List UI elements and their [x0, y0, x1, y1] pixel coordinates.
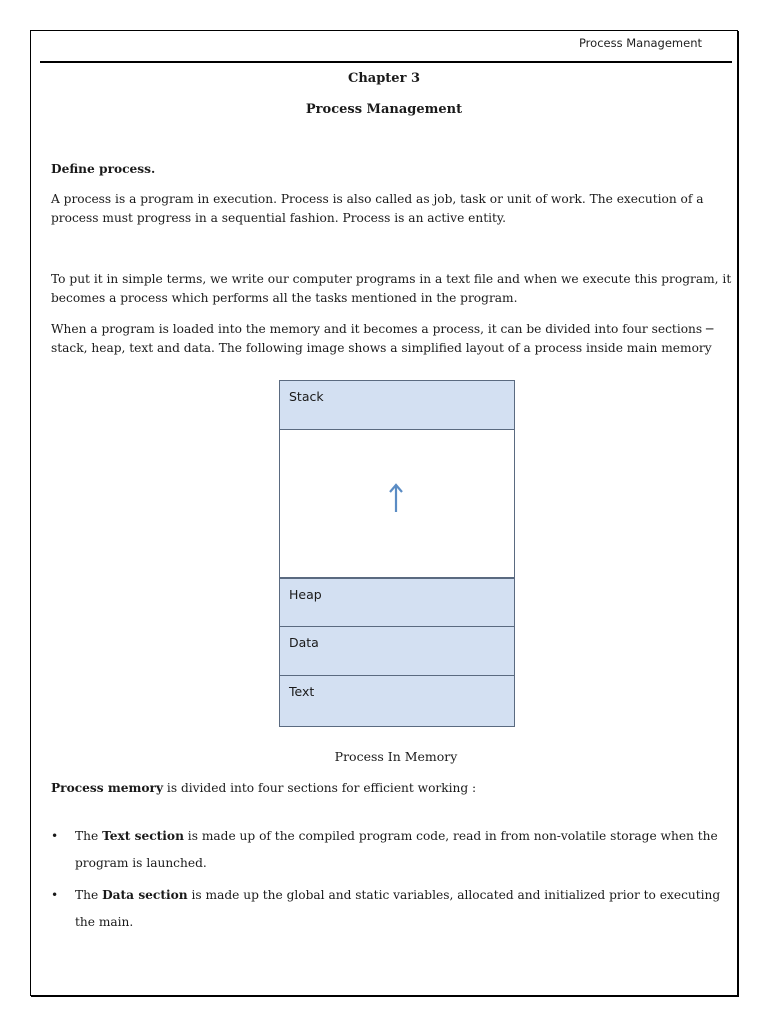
- text-label: Text: [289, 684, 315, 699]
- bullet-post: is made up the global and static variables, allocated and initialized prior to executing the main.: [75, 888, 721, 929]
- text-segment: [280, 676, 514, 726]
- stack-grows-up-arrow-icon: [386, 482, 406, 512]
- memory-intro: [51, 779, 741, 798]
- paragraph-sections: When a program is loaded into the memory and it becomes a process, it can be divided into four sections ─ stack, heap, text and data. The following image shows a simplified layout of a process inside main memory: [51, 322, 714, 355]
- bullet-text-section: [51, 823, 741, 877]
- data-segment: [280, 627, 514, 676]
- free-space-segment: [280, 430, 514, 578]
- section-heading: Define process.: [51, 162, 156, 176]
- bullet-post: is made up of the compiled program code, read in from non-volatile storage when the program is launched.: [75, 829, 718, 870]
- heap-label: Heap: [289, 587, 322, 602]
- chapter-title: Process Management: [305, 102, 463, 117]
- process-memory-diagram: [279, 380, 515, 727]
- diagram-caption: Process In Memory: [334, 749, 458, 764]
- bullet-dot: •: [51, 888, 59, 902]
- bullet-dot: •: [51, 829, 59, 843]
- data-label: Data: [289, 635, 319, 650]
- memory-intro-bold: Process memory: [51, 781, 164, 795]
- running-header: Process Management: [578, 36, 702, 50]
- header-rule: [40, 61, 732, 63]
- bullet-pre: The: [75, 829, 103, 843]
- bullet-bold: Data section: [102, 888, 188, 902]
- bullet-data-section: [51, 882, 741, 936]
- chapter-number: Chapter 3: [347, 71, 420, 86]
- bullet-bold: Text section: [102, 829, 184, 843]
- stack-segment: [280, 381, 514, 430]
- stack-label: Stack: [289, 389, 324, 404]
- paragraph-definition: A process is a program in execution. Process is also called as job, task or unit of work. The execution of a process must progress in a sequential fashion. Process is an active entity.: [51, 192, 704, 225]
- heap-segment: [280, 578, 514, 627]
- memory-intro-rest: is divided into four sections for efficient working :: [163, 781, 477, 795]
- paragraph-simple-terms: To put it in simple terms, we write our computer programs in a text file and when we execute this program, it becomes a process which performs all the tasks mentioned in the program.: [51, 272, 732, 305]
- bullet-pre: The: [75, 888, 103, 902]
